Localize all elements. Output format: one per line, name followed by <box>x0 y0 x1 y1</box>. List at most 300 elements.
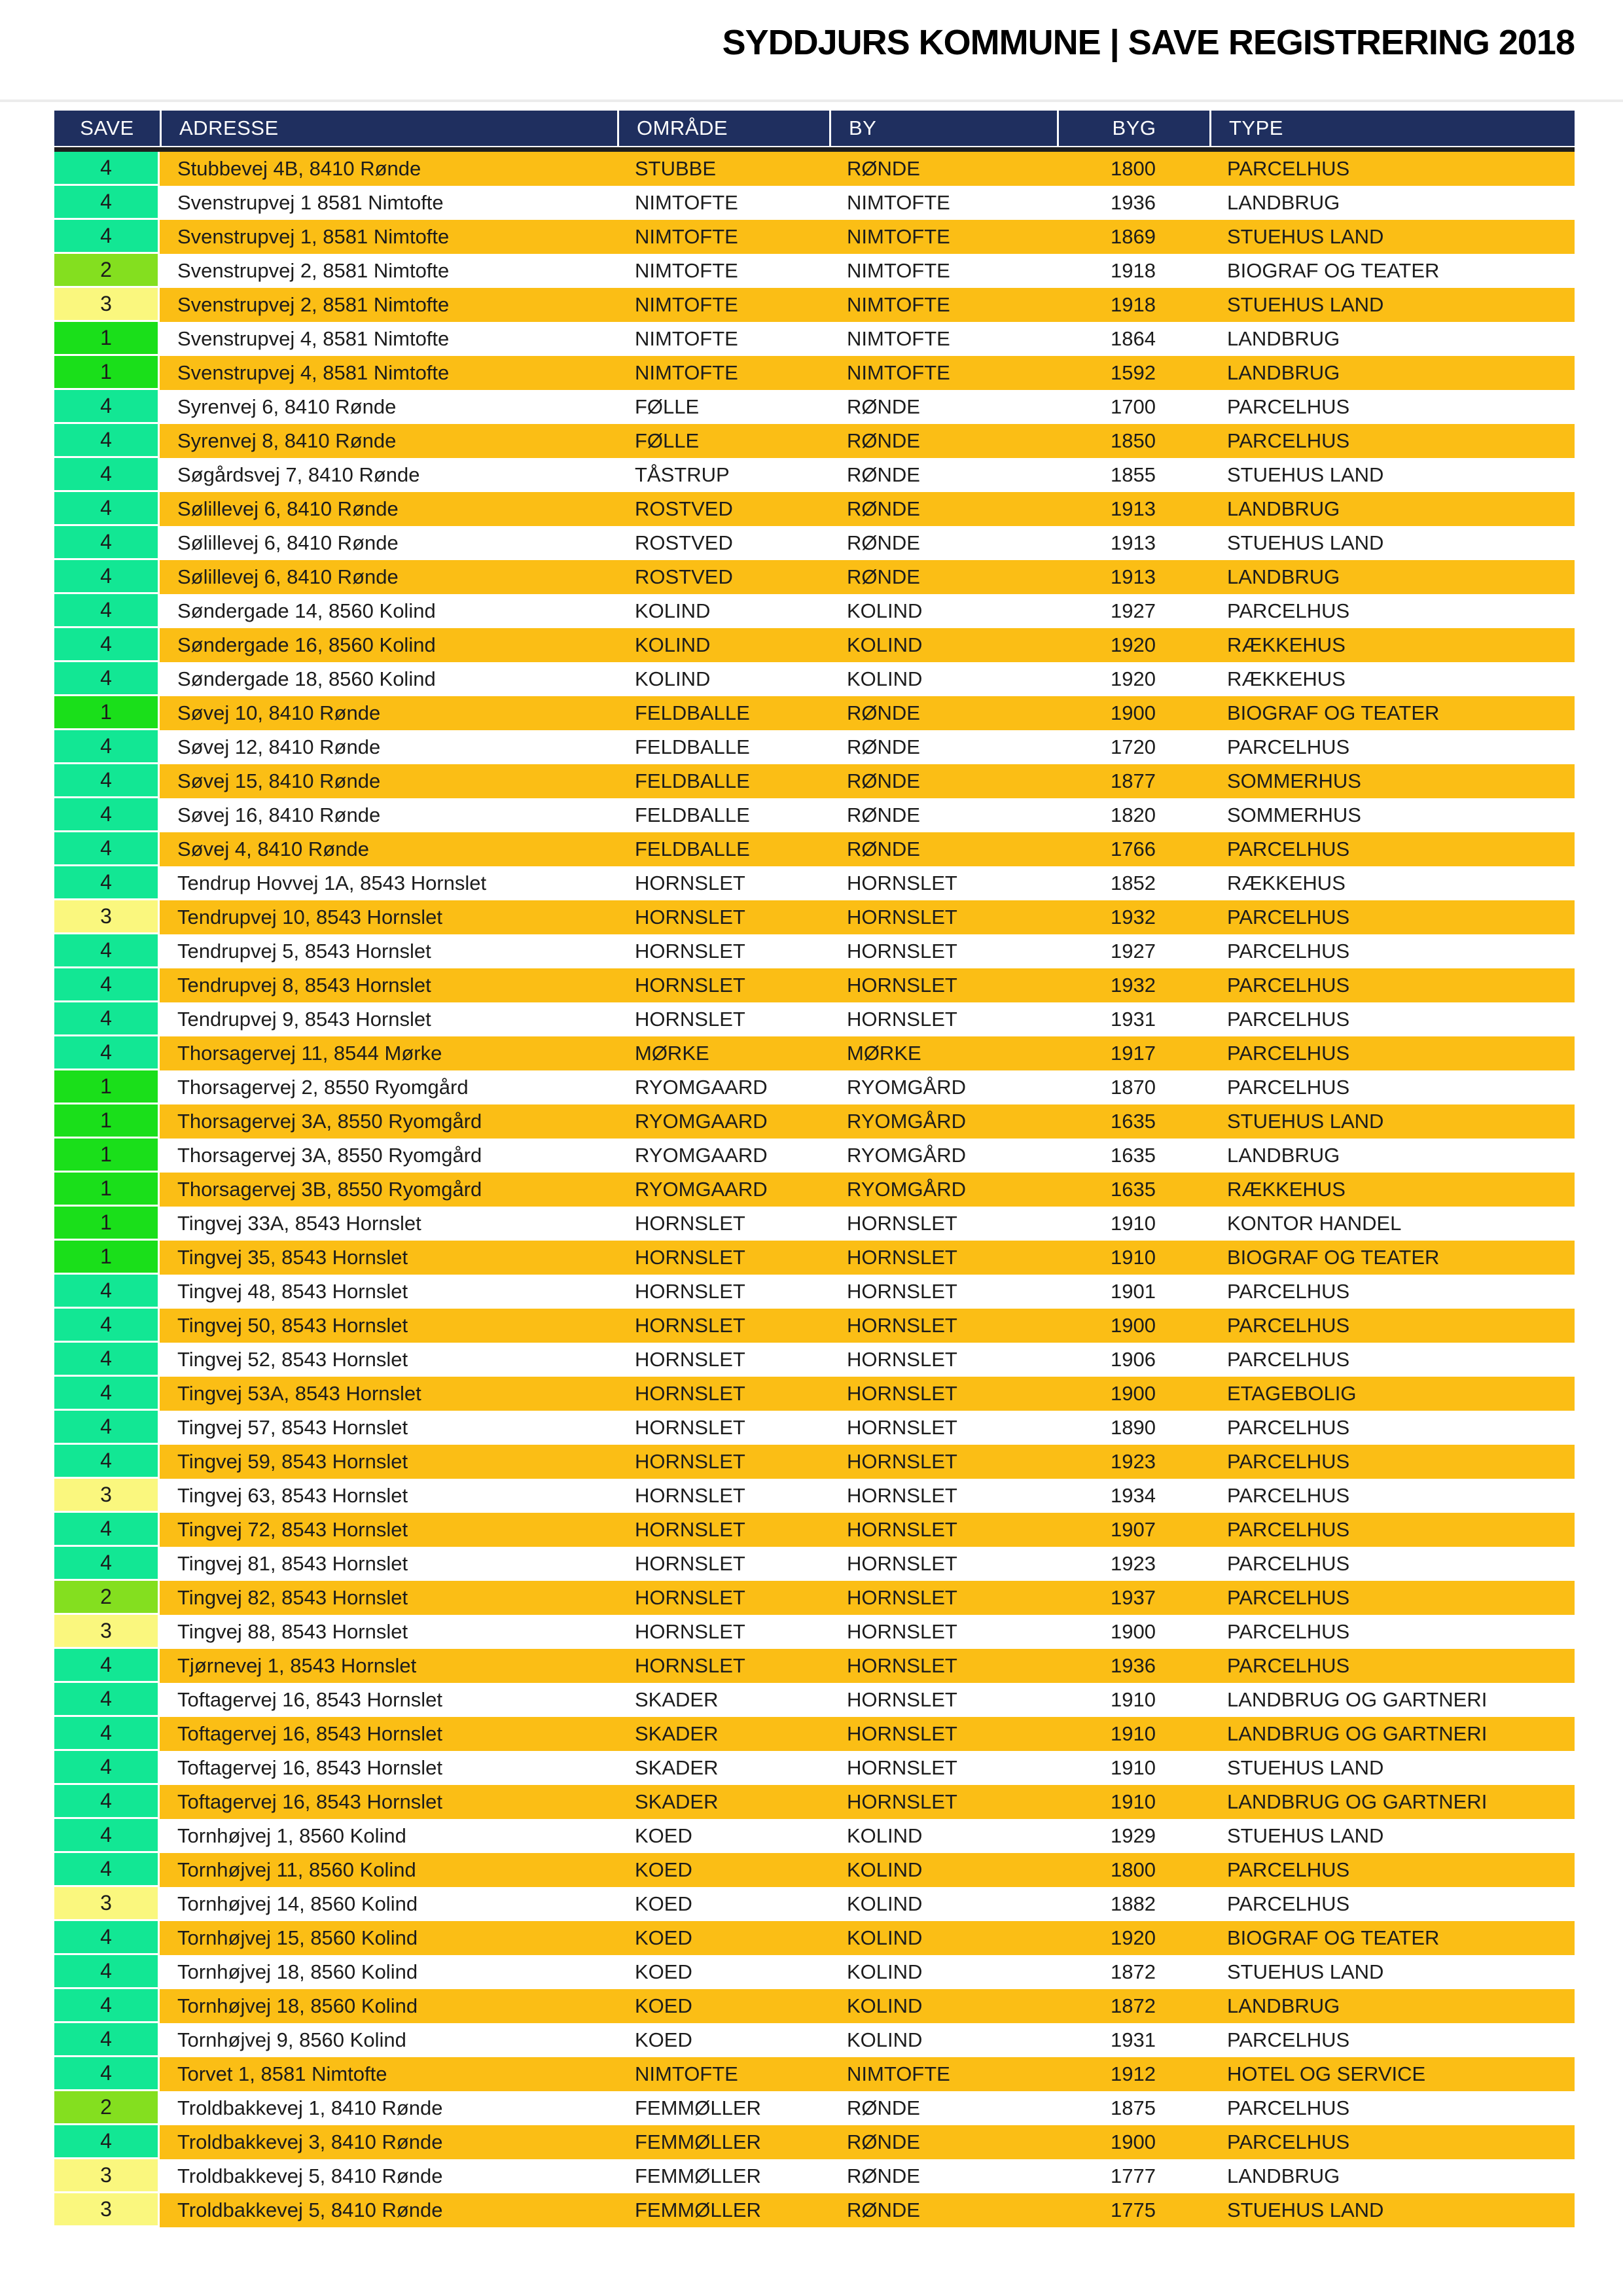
table-row <box>54 1649 1575 1683</box>
omraade-cell: MØRKE <box>635 1042 709 1065</box>
adresse-cell: Thorsagervej 3A, 8550 Ryomgård <box>177 1144 482 1167</box>
table-row <box>54 934 1575 968</box>
adresse-cell: Tingvej 48, 8543 Hornslet <box>177 1280 408 1303</box>
table-row <box>54 1104 1575 1139</box>
type-cell: BIOGRAF OG TEATER <box>1227 1926 1440 1949</box>
type-cell: LANDBRUG OG GARTNERI <box>1227 1688 1488 1711</box>
save-score-cell: 4 <box>54 968 160 1002</box>
save-score-cell: 4 <box>54 1751 160 1785</box>
byg-cell: 1931 <box>1111 1008 1156 1031</box>
table-row <box>54 628 1575 662</box>
type-cell: RÆKKEHUS <box>1227 633 1346 656</box>
column-header-save: SAVE <box>80 116 134 139</box>
type-cell: RÆKKEHUS <box>1227 667 1346 690</box>
byg-cell: 1900 <box>1111 1314 1156 1337</box>
table-row <box>54 186 1575 220</box>
table-row <box>54 526 1575 560</box>
by-cell: KOLIND <box>847 1926 923 1949</box>
by-cell: KOLIND <box>847 1824 923 1847</box>
table-row <box>54 1343 1575 1377</box>
byg-cell: 1766 <box>1111 838 1156 860</box>
byg-cell: 1882 <box>1111 1892 1156 1915</box>
by-cell: RØNDE <box>847 157 920 180</box>
omraade-cell: FEMMØLLER <box>635 2164 761 2187</box>
table-header-row <box>54 111 1575 147</box>
adresse-cell: Thorsagervej 3A, 8550 Ryomgård <box>177 1110 482 1133</box>
omraade-cell: HORNSLET <box>635 1484 745 1507</box>
table-row <box>54 1853 1575 1887</box>
table-row <box>54 1207 1575 1241</box>
omraade-cell: FEMMØLLER <box>635 2199 761 2221</box>
adresse-cell: Toftagervej 16, 8543 Hornslet <box>177 1756 442 1779</box>
byg-cell: 1932 <box>1111 974 1156 997</box>
byg-cell: 1777 <box>1111 2164 1156 2187</box>
type-cell: LANDBRUG <box>1227 1144 1340 1167</box>
type-cell: STUEHUS LAND <box>1227 1824 1384 1847</box>
adresse-cell: Tingvej 52, 8543 Hornslet <box>177 1348 408 1371</box>
by-cell: RYOMGÅRD <box>847 1110 967 1133</box>
table-row <box>54 696 1575 730</box>
omraade-cell: KOLIND <box>635 667 711 690</box>
type-cell: PARCELHUS <box>1227 940 1350 963</box>
table-row <box>54 1955 1575 1989</box>
adresse-cell: Svenstrupvej 1 8581 Nimtofte <box>177 191 444 214</box>
save-score-cell: 4 <box>54 1275 160 1309</box>
omraade-cell: SKADER <box>635 1790 719 1813</box>
table-row <box>54 1445 1575 1479</box>
adresse-cell: Søvej 4, 8410 Rønde <box>177 838 369 860</box>
header-underline <box>54 147 1575 152</box>
table-row <box>54 492 1575 526</box>
table-row <box>54 1241 1575 1275</box>
table-row <box>54 900 1575 934</box>
save-score-cell: 1 <box>54 1139 160 1173</box>
table-row <box>54 798 1575 832</box>
by-cell: HORNSLET <box>847 1212 957 1235</box>
by-cell: HORNSLET <box>847 1348 957 1371</box>
omraade-cell: NIMTOFTE <box>635 2062 738 2085</box>
by-cell: HORNSLET <box>847 1246 957 1269</box>
omraade-cell: STUBBE <box>635 157 717 180</box>
byg-cell: 1907 <box>1111 1518 1156 1541</box>
byg-cell: 1937 <box>1111 1586 1156 1609</box>
omraade-cell: HORNSLET <box>635 1348 745 1371</box>
byg-cell: 1920 <box>1111 667 1156 690</box>
type-cell: LANDBRUG <box>1227 327 1340 350</box>
save-score-cell: 4 <box>54 560 160 594</box>
save-score-cell: 4 <box>54 152 160 186</box>
table-row <box>54 390 1575 424</box>
save-score-cell: 4 <box>54 1002 160 1036</box>
save-score-cell: 4 <box>54 424 160 458</box>
by-cell: RØNDE <box>847 497 920 520</box>
by-cell: NIMTOFTE <box>847 225 950 248</box>
by-cell: KOLIND <box>847 2028 923 2051</box>
adresse-cell: Svenstrupvej 2, 8581 Nimtofte <box>177 293 450 316</box>
save-score-cell: 4 <box>54 1547 160 1581</box>
table-row <box>54 1819 1575 1853</box>
omraade-cell: SKADER <box>635 1722 719 1745</box>
column-header-byg: BYG <box>1057 111 1209 146</box>
type-cell: SOMMERHUS <box>1227 804 1361 826</box>
by-cell: KOLIND <box>847 599 923 622</box>
adresse-cell: Søvej 12, 8410 Rønde <box>177 735 381 758</box>
adresse-cell: Søndergade 14, 8560 Kolind <box>177 599 436 622</box>
byg-cell: 1900 <box>1111 2130 1156 2153</box>
type-cell: PARCELHUS <box>1227 2028 1350 2051</box>
table-row <box>54 2057 1575 2091</box>
save-score-cell: 4 <box>54 1445 160 1479</box>
by-cell: RYOMGÅRD <box>847 1178 967 1201</box>
column-header-type: TYPE <box>1209 111 1573 146</box>
by-cell: HORNSLET <box>847 1450 957 1473</box>
adresse-cell: Tornhøjvej 15, 8560 Kolind <box>177 1926 418 1949</box>
by-cell: RØNDE <box>847 804 920 826</box>
adresse-cell: Troldbakkevej 3, 8410 Rønde <box>177 2130 443 2153</box>
adresse-cell: Tingvej 72, 8543 Hornslet <box>177 1518 408 1541</box>
table-row <box>54 1581 1575 1615</box>
save-score-cell: 4 <box>54 1649 160 1683</box>
byg-cell: 1920 <box>1111 633 1156 656</box>
type-cell: STUEHUS LAND <box>1227 531 1384 554</box>
adresse-cell: Tingvej 50, 8543 Hornslet <box>177 1314 408 1337</box>
table-row <box>54 1309 1575 1343</box>
table-body <box>54 152 1575 2227</box>
save-score-cell: 1 <box>54 1241 160 1275</box>
omraade-cell: RYOMGAARD <box>635 1144 768 1167</box>
table-row <box>54 1513 1575 1547</box>
save-score-cell: 4 <box>54 220 160 254</box>
omraade-cell: FELDBALLE <box>635 735 750 758</box>
omraade-cell: FELDBALLE <box>635 804 750 826</box>
byg-cell: 1917 <box>1111 1042 1156 1065</box>
save-score-cell: 1 <box>54 1104 160 1139</box>
by-cell: HORNSLET <box>847 1586 957 1609</box>
omraade-cell: SKADER <box>635 1756 719 1779</box>
adresse-cell: Tendrupvej 9, 8543 Hornslet <box>177 1008 431 1031</box>
by-cell: RØNDE <box>847 429 920 452</box>
adresse-cell: Toftagervej 16, 8543 Hornslet <box>177 1722 442 1745</box>
save-score-cell: 4 <box>54 1309 160 1343</box>
column-header-omraade: OMRÅDE <box>617 111 829 146</box>
type-cell: BIOGRAF OG TEATER <box>1227 259 1440 282</box>
save-score-cell: 4 <box>54 832 160 866</box>
by-cell: RØNDE <box>847 2164 920 2187</box>
table-row <box>54 1751 1575 1785</box>
table-row <box>54 458 1575 492</box>
omraade-cell: KOLIND <box>635 599 711 622</box>
byg-cell: 1775 <box>1111 2199 1156 2221</box>
omraade-cell: FELDBALLE <box>635 838 750 860</box>
by-cell: NIMTOFTE <box>847 327 950 350</box>
byg-cell: 1635 <box>1111 1144 1156 1167</box>
type-cell: PARCELHUS <box>1227 2130 1350 2153</box>
type-cell: PARCELHUS <box>1227 1620 1350 1643</box>
table-row <box>54 1717 1575 1751</box>
type-cell: STUEHUS LAND <box>1227 293 1384 316</box>
by-cell: KOLIND <box>847 633 923 656</box>
omraade-cell: HORNSLET <box>635 1586 745 1609</box>
table-row <box>54 832 1575 866</box>
type-cell: PARCELHUS <box>1227 1042 1350 1065</box>
byg-cell: 1720 <box>1111 735 1156 758</box>
adresse-cell: Troldbakkevej 5, 8410 Rønde <box>177 2199 443 2221</box>
byg-cell: 1936 <box>1111 191 1156 214</box>
table-row <box>54 968 1575 1002</box>
save-score-cell: 2 <box>54 2091 160 2125</box>
table-row <box>54 1173 1575 1207</box>
adresse-cell: Tingvej 35, 8543 Hornslet <box>177 1246 408 1269</box>
type-cell: PARCELHUS <box>1227 1076 1350 1099</box>
type-cell: PARCELHUS <box>1227 1552 1350 1575</box>
omraade-cell: RYOMGAARD <box>635 1110 768 1133</box>
type-cell: PARCELHUS <box>1227 1586 1350 1609</box>
byg-cell: 1931 <box>1111 2028 1156 2051</box>
type-cell: STUEHUS LAND <box>1227 1960 1384 1983</box>
omraade-cell: KOED <box>635 1994 692 2017</box>
adresse-cell: Sølillevej 6, 8410 Rønde <box>177 565 399 588</box>
by-cell: HORNSLET <box>847 940 957 963</box>
adresse-cell: Stubbevej 4B, 8410 Rønde <box>177 157 421 180</box>
adresse-cell: Søvej 10, 8410 Rønde <box>177 701 381 724</box>
omraade-cell: SKADER <box>635 1688 719 1711</box>
save-score-cell: 4 <box>54 390 160 424</box>
byg-cell: 1877 <box>1111 769 1156 792</box>
save-score-cell: 4 <box>54 934 160 968</box>
byg-cell: 1923 <box>1111 1552 1156 1575</box>
omraade-cell: FØLLE <box>635 429 700 452</box>
table-row <box>54 152 1575 186</box>
type-cell: KONTOR HANDEL <box>1227 1212 1402 1235</box>
by-cell: RØNDE <box>847 395 920 418</box>
byg-cell: 1927 <box>1111 599 1156 622</box>
table-row <box>54 2091 1575 2125</box>
type-cell: STUEHUS LAND <box>1227 2199 1384 2221</box>
omraade-cell: NIMTOFTE <box>635 327 738 350</box>
byg-cell: 1934 <box>1111 1484 1156 1507</box>
table-row <box>54 1989 1575 2023</box>
table-row <box>54 322 1575 356</box>
adresse-cell: Tornhøjvej 9, 8560 Kolind <box>177 2028 406 2051</box>
save-score-cell: 4 <box>54 2057 160 2091</box>
table-row <box>54 424 1575 458</box>
type-cell: RÆKKEHUS <box>1227 872 1346 894</box>
by-cell: KOLIND <box>847 1892 923 1915</box>
omraade-cell: KOLIND <box>635 633 711 656</box>
omraade-cell: KOED <box>635 1926 692 1949</box>
omraade-cell: HORNSLET <box>635 974 745 997</box>
type-cell: PARCELHUS <box>1227 1858 1350 1881</box>
page-title: SYDDJURS KOMMUNE | SAVE REGISTRERING 2018 <box>722 23 1575 62</box>
type-cell: LANDBRUG OG GARTNERI <box>1227 1790 1488 1813</box>
table-row <box>54 254 1575 288</box>
byg-cell: 1900 <box>1111 1382 1156 1405</box>
save-score-cell: 4 <box>54 186 160 220</box>
by-cell: RØNDE <box>847 735 920 758</box>
by-cell: HORNSLET <box>847 1416 957 1439</box>
table-row <box>54 594 1575 628</box>
save-score-cell: 4 <box>54 1377 160 1411</box>
omraade-cell: NIMTOFTE <box>635 225 738 248</box>
type-cell: LANDBRUG <box>1227 565 1340 588</box>
by-cell: HORNSLET <box>847 1280 957 1303</box>
type-cell: STUEHUS LAND <box>1227 225 1384 248</box>
adresse-cell: Thorsagervej 2, 8550 Ryomgård <box>177 1076 469 1099</box>
table-row <box>54 560 1575 594</box>
by-cell: KOLIND <box>847 1994 923 2017</box>
byg-cell: 1910 <box>1111 1790 1156 1813</box>
omraade-cell: NIMTOFTE <box>635 361 738 384</box>
table-row <box>54 1683 1575 1717</box>
byg-cell: 1912 <box>1111 2062 1156 2085</box>
type-cell: PARCELHUS <box>1227 1484 1350 1507</box>
save-score-cell: 4 <box>54 2125 160 2159</box>
by-cell: RØNDE <box>847 838 920 860</box>
column-header-adresse: ADRESSE <box>160 111 617 146</box>
save-score-cell: 4 <box>54 1513 160 1547</box>
table-row <box>54 2193 1575 2227</box>
adresse-cell: Svenstrupvej 4, 8581 Nimtofte <box>177 327 450 350</box>
omraade-cell: HORNSLET <box>635 1246 745 1269</box>
table-row <box>54 1887 1575 1921</box>
omraade-cell: HORNSLET <box>635 1518 745 1541</box>
adresse-cell: Tornhøjvej 18, 8560 Kolind <box>177 1960 418 1983</box>
save-score-cell: 1 <box>54 322 160 356</box>
by-cell: RØNDE <box>847 463 920 486</box>
type-cell: PARCELHUS <box>1227 429 1350 452</box>
byg-cell: 1864 <box>1111 327 1156 350</box>
byg-cell: 1929 <box>1111 1824 1156 1847</box>
type-cell: LANDBRUG <box>1227 497 1340 520</box>
adresse-cell: Tjørnevej 1, 8543 Hornslet <box>177 1654 417 1677</box>
save-score-cell: 4 <box>54 730 160 764</box>
omraade-cell: KOED <box>635 1858 692 1881</box>
adresse-cell: Tendrup Hovvej 1A, 8543 Hornslet <box>177 872 487 894</box>
save-score-cell: 2 <box>54 1581 160 1615</box>
by-cell: HORNSLET <box>847 906 957 928</box>
save-score-cell: 4 <box>54 1343 160 1377</box>
save-score-cell: 4 <box>54 764 160 798</box>
by-cell: NIMTOFTE <box>847 293 950 316</box>
adresse-cell: Søvej 16, 8410 Rønde <box>177 804 381 826</box>
omraade-cell: HORNSLET <box>635 906 745 928</box>
save-score-cell: 4 <box>54 458 160 492</box>
save-score-cell: 4 <box>54 492 160 526</box>
adresse-cell: Tornhøjvej 14, 8560 Kolind <box>177 1892 418 1915</box>
byg-cell: 1901 <box>1111 1280 1156 1303</box>
by-cell: HORNSLET <box>847 1314 957 1337</box>
save-score-cell: 4 <box>54 1921 160 1955</box>
adresse-cell: Sølillevej 6, 8410 Rønde <box>177 531 399 554</box>
type-cell: LANDBRUG <box>1227 191 1340 214</box>
by-cell: RØNDE <box>847 769 920 792</box>
byg-cell: 1910 <box>1111 1756 1156 1779</box>
by-cell: RØNDE <box>847 2199 920 2221</box>
table-row <box>54 356 1575 390</box>
divider <box>0 99 1623 102</box>
byg-cell: 1592 <box>1111 361 1156 384</box>
adresse-cell: Troldbakkevej 1, 8410 Rønde <box>177 2096 443 2119</box>
byg-cell: 1890 <box>1111 1416 1156 1439</box>
omraade-cell: FELDBALLE <box>635 701 750 724</box>
by-cell: RØNDE <box>847 2130 920 2153</box>
save-score-cell: 4 <box>54 1785 160 1819</box>
table-row <box>54 764 1575 798</box>
type-cell: STUEHUS LAND <box>1227 1756 1384 1779</box>
byg-cell: 1910 <box>1111 1212 1156 1235</box>
adresse-cell: Tingvej 88, 8543 Hornslet <box>177 1620 408 1643</box>
omraade-cell: FØLLE <box>635 395 700 418</box>
by-cell: NIMTOFTE <box>847 2062 950 2085</box>
table-row <box>54 1139 1575 1173</box>
byg-cell: 1635 <box>1111 1178 1156 1201</box>
by-cell: RYOMGÅRD <box>847 1076 967 1099</box>
adresse-cell: Thorsagervej 3B, 8550 Ryomgård <box>177 1178 482 1201</box>
save-score-cell: 3 <box>54 1887 160 1921</box>
save-score-cell: 3 <box>54 288 160 322</box>
save-score-cell: 1 <box>54 1173 160 1207</box>
by-cell: HORNSLET <box>847 1654 957 1677</box>
table-row <box>54 866 1575 900</box>
byg-cell: 1936 <box>1111 1654 1156 1677</box>
omraade-cell: ROSTVED <box>635 565 733 588</box>
save-score-cell: 4 <box>54 1989 160 2023</box>
adresse-cell: Tornhøjvej 1, 8560 Kolind <box>177 1824 406 1847</box>
by-cell: RYOMGÅRD <box>847 1144 967 1167</box>
byg-cell: 1900 <box>1111 701 1156 724</box>
byg-cell: 1932 <box>1111 906 1156 928</box>
type-cell: PARCELHUS <box>1227 974 1350 997</box>
byg-cell: 1700 <box>1111 395 1156 418</box>
table-row <box>54 1275 1575 1309</box>
table-row <box>54 1002 1575 1036</box>
byg-cell: 1913 <box>1111 565 1156 588</box>
table-row <box>54 1070 1575 1104</box>
save-register-table <box>54 111 1575 2227</box>
table-row <box>54 1036 1575 1070</box>
omraade-cell: HORNSLET <box>635 1382 745 1405</box>
adresse-cell: Søndergade 18, 8560 Kolind <box>177 667 436 690</box>
adresse-cell: Svenstrupvej 2, 8581 Nimtofte <box>177 259 450 282</box>
byg-cell: 1900 <box>1111 1620 1156 1643</box>
omraade-cell: RYOMGAARD <box>635 1178 768 1201</box>
adresse-cell: Søgårdsvej 7, 8410 Rønde <box>177 463 420 486</box>
by-cell: RØNDE <box>847 2096 920 2119</box>
save-score-cell: 4 <box>54 1955 160 1989</box>
save-score-cell: 4 <box>54 1683 160 1717</box>
omraade-cell: HORNSLET <box>635 1008 745 1031</box>
by-cell: HORNSLET <box>847 1484 957 1507</box>
omraade-cell: NIMTOFTE <box>635 293 738 316</box>
type-cell: PARCELHUS <box>1227 838 1350 860</box>
type-cell: PARCELHUS <box>1227 1450 1350 1473</box>
omraade-cell: HORNSLET <box>635 1450 745 1473</box>
adresse-cell: Tingvej 63, 8543 Hornslet <box>177 1484 408 1507</box>
type-cell: PARCELHUS <box>1227 1654 1350 1677</box>
omraade-cell: HORNSLET <box>635 872 745 894</box>
omraade-cell: HORNSLET <box>635 1552 745 1575</box>
omraade-cell: TÅSTRUP <box>635 463 730 486</box>
type-cell: RÆKKEHUS <box>1227 1178 1346 1201</box>
save-score-cell: 4 <box>54 526 160 560</box>
save-score-cell: 3 <box>54 1615 160 1649</box>
omraade-cell: HORNSLET <box>635 1212 745 1235</box>
save-score-cell: 1 <box>54 696 160 730</box>
byg-cell: 1920 <box>1111 1926 1156 1949</box>
type-cell: LANDBRUG OG GARTNERI <box>1227 1722 1488 1745</box>
adresse-cell: Tingvej 81, 8543 Hornslet <box>177 1552 408 1575</box>
save-score-cell: 1 <box>54 356 160 390</box>
